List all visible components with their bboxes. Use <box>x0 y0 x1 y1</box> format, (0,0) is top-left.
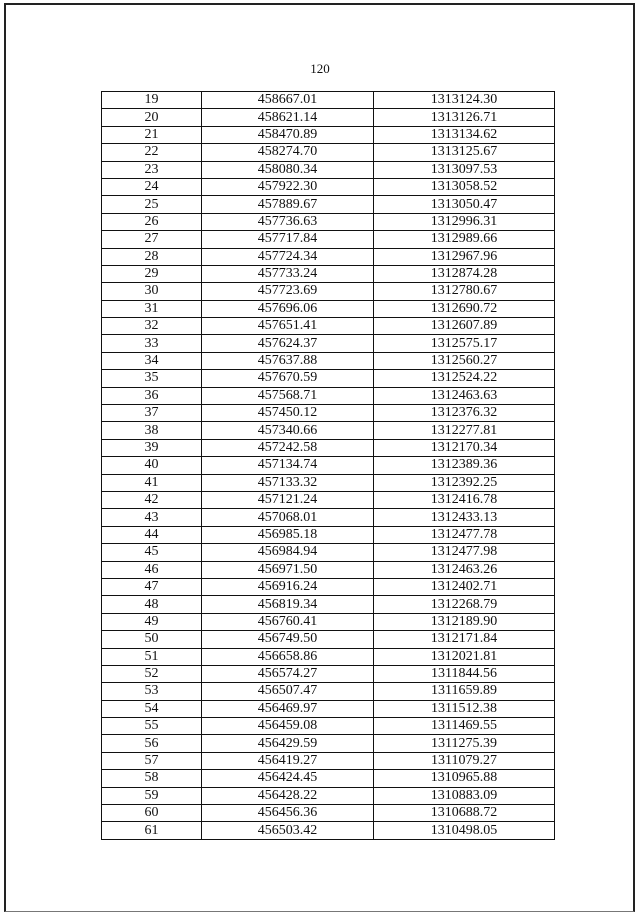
table-row <box>102 474 555 491</box>
y-coordinate-cell: 1311079.27 <box>374 752 555 769</box>
point-number-cell: 25 <box>102 196 202 213</box>
x-coordinate-cell: 456658.86 <box>202 648 374 665</box>
coordinates-table-body <box>102 92 555 840</box>
table-row <box>102 596 555 613</box>
x-coordinate-cell: 456574.27 <box>202 665 374 682</box>
y-coordinate-cell: 1312171.84 <box>374 631 555 648</box>
y-coordinate-cell: 1310883.09 <box>374 787 555 804</box>
y-coordinate-cell: 1310498.05 <box>374 822 555 839</box>
table-row <box>102 439 555 456</box>
y-coordinate-cell: 1312967.96 <box>374 248 555 265</box>
point-number-cell: 39 <box>102 439 202 456</box>
x-coordinate-cell: 456459.08 <box>202 718 374 735</box>
x-coordinate-cell: 456428.22 <box>202 787 374 804</box>
table-row <box>102 161 555 178</box>
x-coordinate-cell: 457134.74 <box>202 457 374 474</box>
table-row <box>102 283 555 300</box>
y-coordinate-cell: 1312021.81 <box>374 648 555 665</box>
point-number-cell: 40 <box>102 457 202 474</box>
table-row <box>102 370 555 387</box>
x-coordinate-cell: 457568.71 <box>202 387 374 404</box>
point-number-cell: 33 <box>102 335 202 352</box>
x-coordinate-cell: 457670.59 <box>202 370 374 387</box>
table-row <box>102 457 555 474</box>
point-number-cell: 59 <box>102 787 202 804</box>
point-number-cell: 47 <box>102 578 202 595</box>
table-row <box>102 805 555 822</box>
table-row <box>102 422 555 439</box>
table-row <box>102 92 555 109</box>
point-number-cell: 53 <box>102 683 202 700</box>
point-number-cell: 60 <box>102 805 202 822</box>
table-row <box>102 735 555 752</box>
x-coordinate-cell: 457624.37 <box>202 335 374 352</box>
y-coordinate-cell: 1313126.71 <box>374 109 555 126</box>
y-coordinate-cell: 1312780.67 <box>374 283 555 300</box>
x-coordinate-cell: 458667.01 <box>202 92 374 109</box>
table-row <box>102 491 555 508</box>
y-coordinate-cell: 1312416.78 <box>374 491 555 508</box>
x-coordinate-cell: 457242.58 <box>202 439 374 456</box>
x-coordinate-cell: 457723.69 <box>202 283 374 300</box>
x-coordinate-cell: 456503.42 <box>202 822 374 839</box>
table-row <box>102 196 555 213</box>
point-number-cell: 19 <box>102 92 202 109</box>
table-row <box>102 526 555 543</box>
point-number-cell: 34 <box>102 352 202 369</box>
y-coordinate-cell: 1312170.34 <box>374 439 555 456</box>
x-coordinate-cell: 457717.84 <box>202 231 374 248</box>
point-number-cell: 23 <box>102 161 202 178</box>
point-number-cell: 46 <box>102 561 202 578</box>
table-row <box>102 770 555 787</box>
x-coordinate-cell: 457733.24 <box>202 265 374 282</box>
table-row <box>102 178 555 195</box>
y-coordinate-cell: 1312277.81 <box>374 422 555 439</box>
x-coordinate-cell: 457121.24 <box>202 491 374 508</box>
x-coordinate-cell: 457922.30 <box>202 178 374 195</box>
point-number-cell: 61 <box>102 822 202 839</box>
point-number-cell: 37 <box>102 405 202 422</box>
x-coordinate-cell: 456469.97 <box>202 700 374 717</box>
y-coordinate-cell: 1312389.36 <box>374 457 555 474</box>
y-coordinate-cell: 1311844.56 <box>374 665 555 682</box>
table-row <box>102 109 555 126</box>
x-coordinate-cell: 456424.45 <box>202 770 374 787</box>
y-coordinate-cell: 1312433.13 <box>374 509 555 526</box>
x-coordinate-cell: 457736.63 <box>202 213 374 230</box>
x-coordinate-cell: 456916.24 <box>202 578 374 595</box>
table-row <box>102 144 555 161</box>
y-coordinate-cell: 1311512.38 <box>374 700 555 717</box>
point-number-cell: 22 <box>102 144 202 161</box>
point-number-cell: 26 <box>102 213 202 230</box>
point-number-cell: 38 <box>102 422 202 439</box>
point-number-cell: 43 <box>102 509 202 526</box>
table-row <box>102 752 555 769</box>
table-row <box>102 352 555 369</box>
x-coordinate-cell: 456507.47 <box>202 683 374 700</box>
x-coordinate-cell: 457651.41 <box>202 318 374 335</box>
table-row <box>102 561 555 578</box>
table-row <box>102 613 555 630</box>
y-coordinate-cell: 1313125.67 <box>374 144 555 161</box>
point-number-cell: 31 <box>102 300 202 317</box>
y-coordinate-cell: 1312575.17 <box>374 335 555 352</box>
y-coordinate-cell: 1313124.30 <box>374 92 555 109</box>
point-number-cell: 48 <box>102 596 202 613</box>
point-number-cell: 21 <box>102 126 202 143</box>
y-coordinate-cell: 1313058.52 <box>374 178 555 195</box>
x-coordinate-cell: 456456.36 <box>202 805 374 822</box>
point-number-cell: 58 <box>102 770 202 787</box>
table-row <box>102 318 555 335</box>
x-coordinate-cell: 458274.70 <box>202 144 374 161</box>
x-coordinate-cell: 456971.50 <box>202 561 374 578</box>
y-coordinate-cell: 1311469.55 <box>374 718 555 735</box>
point-number-cell: 32 <box>102 318 202 335</box>
table-row <box>102 631 555 648</box>
x-coordinate-cell: 457133.32 <box>202 474 374 491</box>
y-coordinate-cell: 1312996.31 <box>374 213 555 230</box>
table-row <box>102 126 555 143</box>
point-number-cell: 35 <box>102 370 202 387</box>
table-row <box>102 300 555 317</box>
table-row <box>102 509 555 526</box>
y-coordinate-cell: 1313134.62 <box>374 126 555 143</box>
table-row <box>102 665 555 682</box>
table-row <box>102 405 555 422</box>
y-coordinate-cell: 1310965.88 <box>374 770 555 787</box>
table-row <box>102 231 555 248</box>
table-row <box>102 822 555 839</box>
point-number-cell: 29 <box>102 265 202 282</box>
table-row <box>102 787 555 804</box>
x-coordinate-cell: 457696.06 <box>202 300 374 317</box>
x-coordinate-cell: 457068.01 <box>202 509 374 526</box>
x-coordinate-cell: 457889.67 <box>202 196 374 213</box>
y-coordinate-cell: 1312874.28 <box>374 265 555 282</box>
table-row <box>102 335 555 352</box>
point-number-cell: 52 <box>102 665 202 682</box>
y-coordinate-cell: 1312989.66 <box>374 231 555 248</box>
point-number-cell: 42 <box>102 491 202 508</box>
point-number-cell: 41 <box>102 474 202 491</box>
x-coordinate-cell: 456984.94 <box>202 544 374 561</box>
point-number-cell: 24 <box>102 178 202 195</box>
y-coordinate-cell: 1312268.79 <box>374 596 555 613</box>
x-coordinate-cell: 456760.41 <box>202 613 374 630</box>
y-coordinate-cell: 1312690.72 <box>374 300 555 317</box>
table-row <box>102 213 555 230</box>
point-number-cell: 45 <box>102 544 202 561</box>
y-coordinate-cell: 1312402.71 <box>374 578 555 595</box>
x-coordinate-cell: 456985.18 <box>202 526 374 543</box>
x-coordinate-cell: 457450.12 <box>202 405 374 422</box>
y-coordinate-cell: 1311275.39 <box>374 735 555 752</box>
table-row <box>102 683 555 700</box>
point-number-cell: 51 <box>102 648 202 665</box>
y-coordinate-cell: 1313050.47 <box>374 196 555 213</box>
x-coordinate-cell: 458080.34 <box>202 161 374 178</box>
point-number-cell: 50 <box>102 631 202 648</box>
x-coordinate-cell: 458621.14 <box>202 109 374 126</box>
point-number-cell: 55 <box>102 718 202 735</box>
y-coordinate-cell: 1312189.90 <box>374 613 555 630</box>
x-coordinate-cell: 456749.50 <box>202 631 374 648</box>
x-coordinate-cell: 456429.59 <box>202 735 374 752</box>
point-number-cell: 44 <box>102 526 202 543</box>
table-row <box>102 648 555 665</box>
table-row <box>102 248 555 265</box>
table-row <box>102 387 555 404</box>
point-number-cell: 30 <box>102 283 202 300</box>
y-coordinate-cell: 1312392.25 <box>374 474 555 491</box>
y-coordinate-cell: 1313097.53 <box>374 161 555 178</box>
page-number: 120 <box>310 61 330 76</box>
y-coordinate-cell: 1312560.27 <box>374 352 555 369</box>
y-coordinate-cell: 1312463.26 <box>374 561 555 578</box>
table-row <box>102 265 555 282</box>
point-number-cell: 36 <box>102 387 202 404</box>
y-coordinate-cell: 1312477.78 <box>374 526 555 543</box>
y-coordinate-cell: 1312477.98 <box>374 544 555 561</box>
y-coordinate-cell: 1311659.89 <box>374 683 555 700</box>
coordinates-table <box>101 91 555 840</box>
x-coordinate-cell: 457724.34 <box>202 248 374 265</box>
point-number-cell: 20 <box>102 109 202 126</box>
x-coordinate-cell: 456819.34 <box>202 596 374 613</box>
table-row <box>102 544 555 561</box>
point-number-cell: 27 <box>102 231 202 248</box>
point-number-cell: 57 <box>102 752 202 769</box>
x-coordinate-cell: 456419.27 <box>202 752 374 769</box>
x-coordinate-cell: 458470.89 <box>202 126 374 143</box>
y-coordinate-cell: 1310688.72 <box>374 805 555 822</box>
point-number-cell: 28 <box>102 248 202 265</box>
y-coordinate-cell: 1312463.63 <box>374 387 555 404</box>
y-coordinate-cell: 1312376.32 <box>374 405 555 422</box>
point-number-cell: 56 <box>102 735 202 752</box>
point-number-cell: 49 <box>102 613 202 630</box>
x-coordinate-cell: 457637.88 <box>202 352 374 369</box>
y-coordinate-cell: 1312524.22 <box>374 370 555 387</box>
y-coordinate-cell: 1312607.89 <box>374 318 555 335</box>
x-coordinate-cell: 457340.66 <box>202 422 374 439</box>
table-row <box>102 578 555 595</box>
table-row <box>102 700 555 717</box>
point-number-cell: 54 <box>102 700 202 717</box>
table-row <box>102 718 555 735</box>
